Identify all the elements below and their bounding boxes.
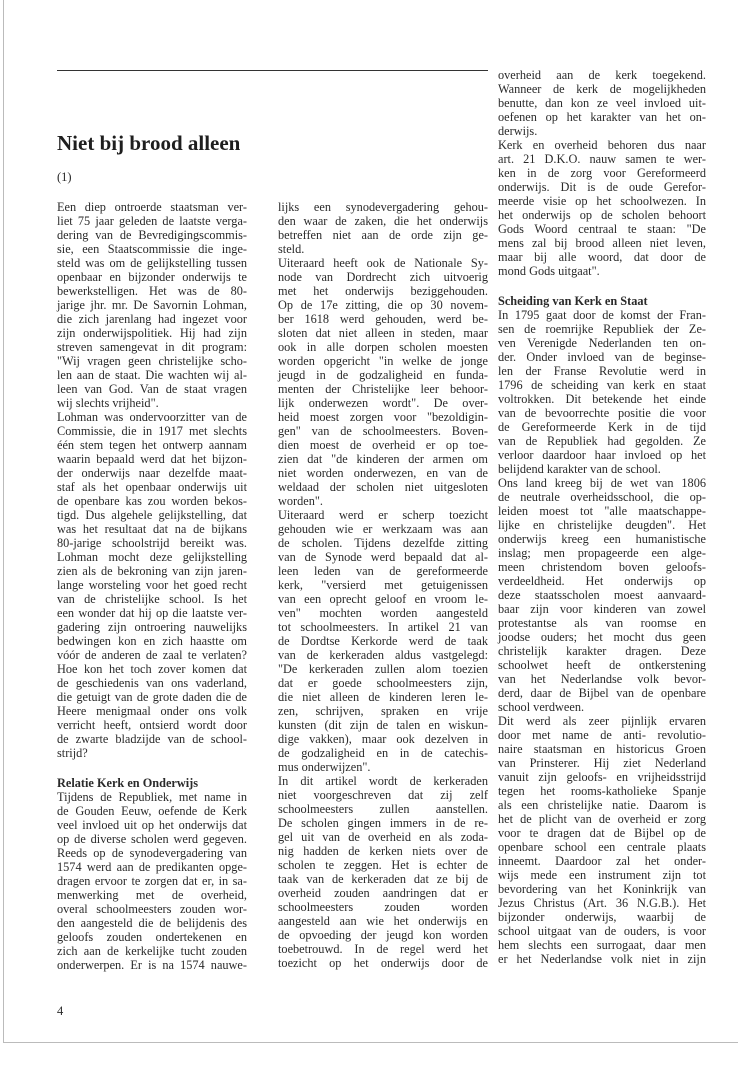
text-line: Lohman mocht deze gelijkstelling [57, 550, 247, 564]
text-line: gel uit van de overheid en als zoda- [278, 830, 488, 844]
text-line: jeugd in de godzaligheid en funda- [278, 368, 488, 382]
text-line: steld. [278, 242, 305, 256]
text-line: school uitgaat van de ouders, is voor [498, 924, 706, 938]
text-line: hem slechts een surrogaat, daar men [498, 938, 706, 952]
text-line: overheid aan de kerk toegekend. [498, 68, 706, 82]
text-line: de neutrale overheidsschool, die op- [498, 490, 706, 504]
text-line: vanuit zijn geloofs- en vrijheidsstrijd [498, 770, 706, 784]
text-line: de zwarte bladzijde van de school- [57, 732, 247, 746]
text-line: geloofs zouden ondertekenen en [57, 930, 247, 944]
text-line: verricht heeft, ontsierd wordt door [57, 718, 247, 732]
text-line: leen van God. Van de staat vragen [57, 382, 247, 396]
text-line: belijdend karakter van de school. [498, 462, 661, 476]
text-line: voor te dragen dat de Bijbel op de [498, 826, 706, 840]
text-line: het onderwijs op de scholen behoort [498, 208, 706, 222]
text-line: de godzaligheid en in de catechis- [278, 746, 488, 760]
text-line: leiden moest tot "alle maatschappe- [498, 504, 706, 518]
text-line: "De kerkeraden zullen alom toezien [278, 662, 488, 676]
text-line: van de Republiek had gegolden. Ze [498, 434, 706, 448]
text-line: was het resultaat dat na de bijkans [57, 522, 247, 536]
text-line: die getuigt van de grote daden die de [57, 690, 247, 704]
text-line: niet voorgeschreven dat zij zelf [278, 788, 488, 802]
text-line: Hoe kon het toch zover komen dat [57, 662, 247, 676]
text-line: de geschiedenis van ons vaderland, [57, 676, 247, 690]
text-line: node van Dordrecht zich uitvoerig [278, 270, 488, 284]
paragraph [498, 308, 706, 476]
text-line: gen" van de schoolmeesters. Boven- [278, 424, 488, 438]
paragraph [278, 774, 488, 970]
text-line: Tijdens de Republiek, met name in [57, 790, 247, 804]
text-line: overheid zouden aandringen dat er [278, 886, 488, 900]
text-line: bewerkstelligen. Het was de 80- [57, 284, 247, 298]
text-line: ven Verenigde Nederlanden ten on- [498, 336, 706, 350]
text-line: verdeeldheid. Het onderwijs op [498, 574, 706, 588]
text-line: van een oprecht geloof en vroom le- [278, 592, 488, 606]
text-line: Commissie, die in 1917 met slechts [57, 424, 247, 438]
text-line: betreffen niet aan de orde zijn ge- [278, 228, 488, 242]
text-line: mond Gods uitgaat". [498, 264, 600, 278]
text-line: mus onderwijzen". [278, 760, 371, 774]
text-line: len der Franse Revolutie werd in [498, 364, 706, 378]
paragraph [57, 200, 247, 410]
text-line: menten der Christelijke leer behoor- [278, 382, 488, 396]
text-line: De scholen gingen immers in de re- [278, 816, 488, 830]
text-line: Een diep ontroerde staatsman ver- [57, 200, 247, 214]
text-line: zich aan de kerkelijke tucht zouden [57, 944, 247, 958]
text-line: voltrokken. Dit betekende het einde [498, 392, 706, 406]
text-line: mens zal bij brood alleen niet leven, [498, 236, 706, 250]
text-line: taak van de kerkeraden dat ze bij de [278, 872, 488, 886]
text-line: Gods Woord centraal te staan: "De [498, 222, 706, 236]
text-line: worden opgericht "in welke de jonge [278, 354, 488, 368]
text-line: schoolwet heeft de ontkerstening [498, 658, 706, 672]
page-number: 4 [57, 1004, 64, 1018]
paragraph [498, 138, 706, 278]
text-line: met het onderwijs beziggehouden. [278, 284, 488, 298]
text-line: bijzonder onderwijs, waarbij de [498, 910, 706, 924]
text-line: Ons land kreeg bij de wet van 1806 [498, 476, 706, 490]
text-line: joodse ouders; het mocht dus geen [498, 630, 706, 644]
page-edge-bottom [3, 1042, 738, 1043]
article-part-number: (1) [57, 170, 72, 184]
text-line: sloten dat niet alleen in steden, maar [278, 326, 488, 340]
text-line: kunsten (dit zijn de talen en wiskun- [278, 718, 488, 732]
text-line: van de Synode werd bepaald dat al- [278, 550, 488, 564]
paragraph [57, 410, 247, 760]
text-line: overal schoolmeesters zouden wor- [57, 902, 247, 916]
text-line: van de kerkeraden aldus vastgelegd: [278, 648, 488, 662]
text-line: steld was om de gelijkstelling tussen [57, 256, 247, 270]
text-line: derwijs. [498, 124, 538, 138]
text-line: derd, daar de Bijbel van de openbare [498, 686, 706, 700]
text-line: tot schoolmeesters. In artikel 21 van [278, 620, 488, 634]
text-line: als een christelijke natie. Daarom is [498, 798, 706, 812]
text-line: deze staatsscholen moest aanvaard- [498, 588, 706, 602]
text-line: onderwerpen. Er is na 1574 nauwe- [57, 958, 247, 972]
text-line: de openbare kas zou worden bekos- [57, 494, 247, 508]
text-line: toebetrouwd. In de regel werd het [278, 942, 488, 956]
text-line: aangesteld aan wie het onderwijs en [278, 914, 488, 928]
text-line: waarin bepaald werd dat het bijzon- [57, 452, 247, 466]
paragraph [278, 508, 488, 774]
text-line: Reeds op de synodevergadering van [57, 846, 247, 860]
text-line: ber 1618 werd gehouden, werd be- [278, 312, 488, 326]
text-line: ook in alle dorpen scholen moesten [278, 340, 488, 354]
text-line: dige vakken), maar ook dezelven in [278, 732, 488, 746]
text-column-3 [498, 68, 706, 966]
text-line: christelijk karakter dragen. Deze [498, 644, 706, 658]
text-line: het de plicht van de overheid er zorg [498, 812, 706, 826]
text-line: vóór de anderen de zaal te verlaten? [57, 648, 247, 662]
text-line: openbare school een centrale plaats [498, 840, 706, 854]
text-line: Lohman was ondervoorzitter van de [57, 410, 247, 424]
text-line: verloor daardoor haar invloed op het [498, 448, 706, 462]
text-line: de opvoeding der jeugd kon worden [278, 928, 488, 942]
text-line: den aangesteld die de belijdenis des [57, 916, 247, 930]
paragraph [278, 256, 488, 508]
text-line: 80-jarige schoolstrijd bereikt was. [57, 536, 247, 550]
page-edge-left [3, 0, 4, 1042]
text-line: der. Onder invloed van de beginse- [498, 350, 706, 364]
text-line: zijn onderwijspolitiek. Hij had zijn [57, 326, 247, 340]
text-line: de Gouden Eeuw, oefende de Kerk [57, 804, 247, 818]
text-line: In dit artikel wordt de kerkeraden [278, 774, 488, 788]
text-line: In 1795 gaat door de komst der Fran- [498, 308, 706, 322]
header-rule [57, 70, 488, 71]
text-line: lijks een synodevergadering gehou- [278, 200, 488, 214]
text-line: liet 75 jaar geleden de laatste verga- [57, 214, 247, 228]
text-line: lijk onderwezen wordt". De over- [278, 396, 488, 410]
text-line: staf als het openbaar onderwijs uit [57, 480, 247, 494]
text-line: Uiteraard heeft ook de Nationale Sy- [278, 256, 488, 270]
text-line: de Dordtse Kerkorde werd de taak [278, 634, 488, 648]
text-line: weldaad der scholen niet uitgesloten [278, 480, 488, 494]
text-line: meen christendom boven geloofs- [498, 560, 706, 574]
text-line: strijd? [57, 746, 88, 760]
text-line: inslag; men propageerde een alge- [498, 546, 706, 560]
text-line: Op de 17e zitting, die op 30 novem- [278, 298, 488, 312]
paragraph [498, 476, 706, 714]
text-line: schoolmeesters zouden worden [278, 900, 488, 914]
text-column-1 [57, 200, 247, 972]
text-line: onderwijs. Dit is de oude Gerefor- [498, 180, 706, 194]
text-line: die niet alleen de kinderen leren le- [278, 690, 488, 704]
text-line: scholen te zeggen. Het is echter de [278, 858, 488, 872]
text-line: toezicht op het onderwijs door de [278, 956, 488, 970]
text-line: de scholen. Tijdens dezelfde zitting [278, 536, 488, 550]
text-line: lijke en christelijke deugden". Het [498, 518, 706, 532]
text-line: Dit werd als zeer pijnlijk ervaren [498, 714, 706, 728]
text-line: zien als de bekroning van zijn jaren- [57, 564, 247, 578]
text-line: Jezus Christus (Art. 36 N.G.B.). Het [498, 896, 706, 910]
text-line: van Prinsterer. Hij ziet Nederland [498, 756, 706, 770]
text-line: Uiteraard werd er scherp toezicht [278, 508, 488, 522]
text-line: protestantse als van roomse en [498, 616, 706, 630]
text-line: oefenen op het karakter van het on- [498, 110, 706, 124]
text-line: er het Nederlandse volk niet in zijn [498, 952, 706, 966]
text-line: Kerk en overheid behoren dus naar [498, 138, 706, 152]
text-line: dat er goede schoolmeesters zijn, [278, 676, 488, 690]
text-line: openbaar en bijzonder onderwijs te [57, 270, 247, 284]
text-line: 1574 werd aan de predikanten opge- [57, 860, 247, 874]
text-line: onderwijs kreeg een humanistische [498, 532, 706, 546]
text-line: tigd. Dus algehele gelijkstelling, dat [57, 508, 247, 522]
text-line: ven" mochten worden aangesteld [278, 606, 488, 620]
text-line: op de diverse scholen werd gegeven. [57, 832, 247, 846]
text-line: meerde visie op het schoolwezen. In [498, 194, 706, 208]
text-line: jarige jhr. mr. De Savornin Lohman, [57, 298, 247, 312]
text-line: nig hadden de kerken niets over de [278, 844, 488, 858]
text-line: worden". [278, 494, 323, 508]
text-line: door met name de anti- revolutio- [498, 728, 706, 742]
text-line: niet worden onderwezen, en van de [278, 466, 488, 480]
paragraph [278, 200, 488, 256]
text-line: menwerking met de overheid, [57, 888, 247, 902]
text-line: dragen ervoor te zorgen dat er, in sa- [57, 874, 247, 888]
text-line: den waar de zaken, die het onderwijs [278, 214, 488, 228]
text-line: van het Nederlandse volk bevor- [498, 672, 706, 686]
text-line: sie, een Staatscommissie die inge- [57, 242, 247, 256]
text-line: wijs mede een instrument zijn tot [498, 868, 706, 882]
article-title: Niet bij brood alleen [57, 131, 241, 155]
text-line: ken in de zorg voor Gereformeerd [498, 166, 706, 180]
paragraph [498, 714, 706, 966]
text-column-2 [278, 200, 488, 970]
text-line: wij slechts vrijheid". [57, 396, 159, 410]
text-line: lange worsteling voor het goed recht [57, 578, 247, 592]
paragraph [57, 790, 247, 972]
text-line: benutte, dan kon ze veel invloed uit- [498, 96, 706, 110]
text-line: baar zijn voor kinderen van zowel [498, 602, 706, 616]
text-line: de Gereformeerde Kerk in de tijd [498, 420, 706, 434]
section-heading: Relatie Kerk en Onderwijs [57, 776, 199, 790]
text-line: één stem tegen het ontwerp aannam [57, 438, 247, 452]
text-line: van de bevoorrechte positie die voor [498, 406, 706, 420]
text-line: zen, schrijven, spraken en vrije [278, 704, 488, 718]
text-line: Wanneer de kerk de mogelijkheden [498, 82, 706, 96]
text-line: leen leden van de gereformeerde [278, 564, 488, 578]
text-line: len aan de staat. Die wachten wij al- [57, 368, 247, 382]
text-line: naire staatsman en historicus Groen [498, 742, 706, 756]
text-line: streven samengevat in dit program: [57, 340, 247, 354]
text-line: heid moest zorgen voor "bezoldigin- [278, 410, 488, 424]
text-line: schoolmeesters zullen aanstellen. [278, 802, 488, 816]
text-line: veel invloed uit op het onderwijs dat [57, 818, 247, 832]
text-line: een wonder dat hij op die laatste ver- [57, 606, 247, 620]
text-line: sen de roemrijke Republiek der Ze- [498, 322, 706, 336]
text-line: dien moest de overheid er op toe- [278, 438, 488, 452]
text-line: inneemt. Daardoor zal het onder- [498, 854, 706, 868]
text-line: bedwingen kon en zich haastte om [57, 634, 247, 648]
text-line: die zich jarenlang had ingezet voor [57, 312, 247, 326]
section-heading: Scheiding van Kerk en Staat [498, 294, 648, 308]
text-line: maar bij alle woord, dat door de [498, 250, 706, 264]
text-line: art. 21 D.K.O. nauw samen te wer- [498, 152, 706, 166]
paragraph [498, 68, 706, 138]
text-line: "Wij vragen geen christelijke scho- [57, 354, 247, 368]
text-line: 1796 de scheiding van kerk en staat [498, 378, 706, 392]
text-line: der onderwijs naar dezelfde maat- [57, 466, 247, 480]
text-line: dering van de Bevredigingscommis- [57, 228, 247, 242]
text-line: bevordering van het Koninkrijk van [498, 882, 706, 896]
text-line: gehouden wie er werkzaam was aan [278, 522, 488, 536]
text-line: tegen het rooms-katholieke Spanje [498, 784, 706, 798]
text-line: kerk, "versierd met getuigenissen [278, 578, 488, 592]
text-line: gadering zijn ontroering nauwelijks [57, 620, 247, 634]
text-line: school verdween. [498, 700, 585, 714]
text-line: Heere menigmaal onder ons volk [57, 704, 247, 718]
text-line: zien dat "de kinderen der armen om [278, 452, 488, 466]
text-line: van de christelijke school. Is het [57, 592, 247, 606]
